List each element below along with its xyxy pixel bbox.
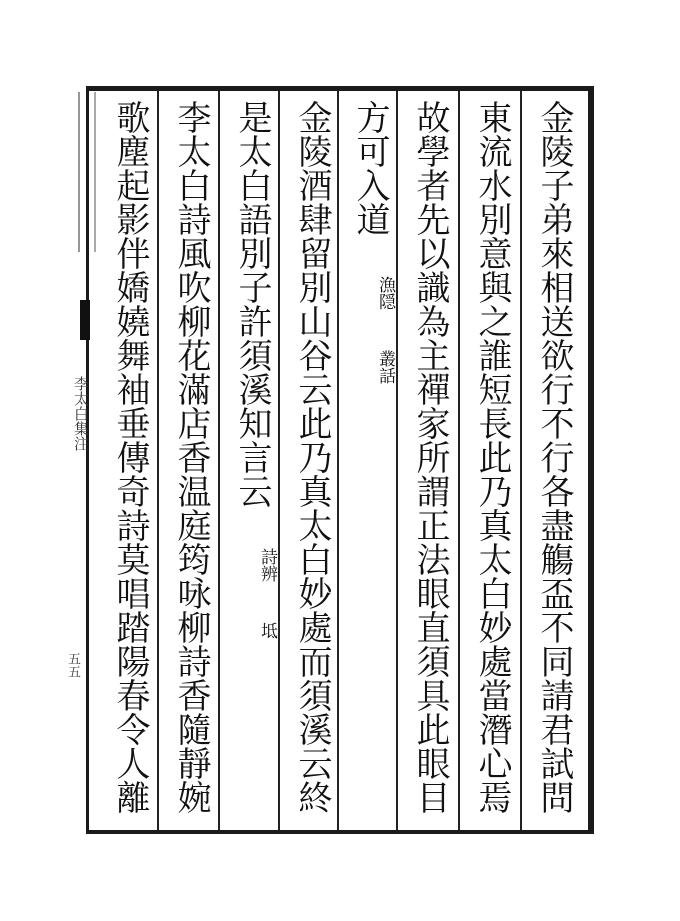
- frame-bottom-rule: [86, 830, 594, 834]
- text-column-1: 金陵子弟來相送欲行不行各盡觴盃不同請君試問: [534, 100, 574, 814]
- column-separator: [278, 91, 280, 830]
- frame-right-rule: [588, 86, 594, 834]
- text-column-2: 東流水別意與之誰短長此乃真太白妙處當潛心焉: [472, 100, 512, 814]
- page-number: 五五: [65, 652, 80, 678]
- column-4-main: 方可入道: [350, 100, 390, 236]
- text-column-4: [346, 100, 394, 384]
- annotation-right: 詩辨: [257, 548, 277, 582]
- column-separator: [396, 91, 398, 830]
- frame-top-rule: [86, 86, 594, 91]
- text-column-7: 李太白詩風吹柳花滿店香温庭筠咏柳詩香隨靜婉: [171, 100, 211, 814]
- column-separator: [520, 91, 522, 830]
- column-6-main: 是太白語別子許須溪知言云: [232, 100, 272, 508]
- text-column-5: 金陵酒肆留別山谷云此乃真太白妙處而須溪云終: [292, 100, 332, 814]
- text-column-6: [228, 100, 276, 639]
- annotation-left: 叢話: [375, 350, 395, 384]
- margin-title: 李太白集注: [72, 376, 90, 451]
- column-separator: [458, 91, 460, 830]
- text-column-3: 故學者先以識為主禪家所謂正法眼直須具此眼目: [410, 100, 450, 814]
- text-column-8: 歌塵起影伴嬌嬈舞袖垂傳奇詩莫唱踏陽春令人離: [110, 100, 150, 814]
- column-separator: [337, 91, 339, 830]
- column-separator: [218, 91, 220, 830]
- column-separator: [157, 91, 159, 830]
- fish-tail-mark: [80, 300, 90, 340]
- fold-mark: [78, 92, 96, 252]
- annotation-left: 坻: [257, 622, 277, 639]
- annotation-right: 漁隠: [375, 276, 395, 310]
